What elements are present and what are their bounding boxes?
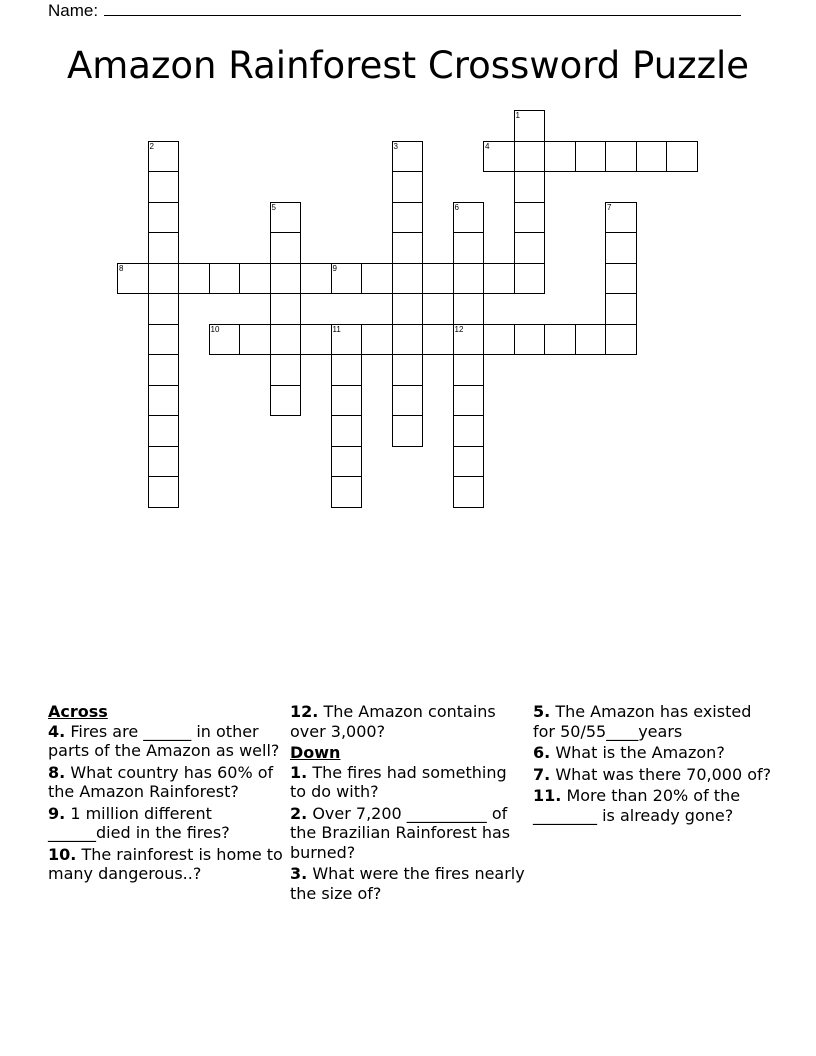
grid-cell[interactable] (453, 232, 485, 264)
clue-number: 2. (290, 803, 308, 823)
clue-across-10 (48, 845, 284, 884)
clue-text: What were the fires nearly the size of? (290, 864, 525, 903)
clue-number: 10. (48, 844, 77, 864)
clue-number-label: 8 (119, 263, 124, 273)
crossword-grid (0, 0, 816, 520)
clue-number-label: 7 (607, 202, 612, 212)
down-heading: Down (290, 743, 341, 762)
grid-cell[interactable] (514, 324, 546, 356)
grid-cell[interactable] (148, 324, 180, 356)
grid-cell[interactable] (300, 324, 332, 356)
grid-cell[interactable] (239, 263, 271, 295)
grid-cell[interactable] (514, 263, 546, 295)
grid-cell[interactable] (148, 202, 180, 234)
clue-number: 7. (533, 764, 551, 784)
clue-number-label: 11 (332, 324, 341, 334)
grid-cell[interactable] (544, 141, 576, 173)
clue-number-label: 4 (485, 141, 490, 151)
grid-cell[interactable] (392, 354, 424, 386)
clue-down-6 (533, 743, 773, 763)
grid-cell[interactable] (148, 354, 180, 386)
clue-down-11 (533, 786, 773, 825)
grid-cell[interactable] (148, 415, 180, 447)
clues-column-3 (533, 702, 773, 827)
grid-cell[interactable] (605, 293, 637, 325)
clue-down-7 (533, 765, 773, 785)
grid-cell[interactable] (453, 293, 485, 325)
grid-cell[interactable] (392, 232, 424, 264)
clue-number: 11. (533, 786, 562, 805)
name-label: Name: (48, 1, 99, 20)
clue-number: 5. (533, 702, 551, 721)
clue-down-2 (290, 804, 526, 863)
grid-cell[interactable] (422, 263, 454, 295)
clue-number: 1. (290, 762, 308, 782)
clue-down-1 (290, 763, 526, 802)
clues-column-1 (48, 702, 284, 886)
grid-cell[interactable] (514, 141, 546, 173)
grid-cell[interactable] (392, 385, 424, 417)
grid-cell[interactable] (483, 324, 515, 356)
grid-cell[interactable] (331, 263, 363, 295)
grid-cell[interactable] (514, 110, 546, 142)
clue-text: More than 20% of the ________ is already gone? (533, 786, 741, 825)
grid-cell[interactable] (331, 446, 363, 478)
page-title: Amazon Rainforest Crossword Puzzle (66, 44, 750, 87)
clue-number: 4. (48, 721, 66, 741)
clue-number-label: 12 (454, 324, 464, 334)
grid-cell[interactable] (392, 171, 424, 203)
grid-cell[interactable] (605, 232, 637, 264)
grid-cell[interactable] (270, 232, 302, 264)
grid-cell[interactable] (331, 476, 363, 508)
grid-cell[interactable] (148, 141, 180, 173)
clue-number-label: 2 (149, 141, 154, 151)
grid-cell[interactable] (331, 354, 363, 386)
grid-cell[interactable] (361, 324, 393, 356)
clue-text: Fires are ______ in other parts of the Amazon as well? (48, 721, 280, 760)
grid-cell[interactable] (270, 324, 302, 356)
clue-down-5 (533, 702, 773, 741)
grid-cell[interactable] (453, 263, 485, 295)
grid-cell[interactable] (117, 263, 149, 295)
grid-cell[interactable] (514, 202, 546, 234)
grid-cell[interactable] (270, 293, 302, 325)
grid-cell[interactable] (453, 476, 485, 508)
clue-number-label: 5 (271, 202, 276, 212)
grid-cell[interactable] (209, 324, 241, 356)
across-heading: Across (48, 702, 108, 721)
grid-cell[interactable] (605, 324, 637, 356)
grid-cell[interactable] (453, 202, 485, 234)
grid-cell[interactable] (483, 141, 515, 173)
grid-cell[interactable] (209, 263, 241, 295)
clue-across-4 (48, 722, 284, 761)
grid-cell[interactable] (148, 446, 180, 478)
grid-cell[interactable] (392, 293, 424, 325)
clue-text: What was there 70,000 of? (555, 764, 772, 784)
grid-cell[interactable] (392, 263, 424, 295)
clue-across-12 (290, 702, 526, 741)
clue-across-9 (48, 804, 284, 843)
grid-cell[interactable] (361, 263, 393, 295)
grid-cell[interactable] (544, 324, 576, 356)
grid-cell[interactable] (300, 263, 332, 295)
clue-number: 6. (533, 743, 551, 762)
grid-cell[interactable] (483, 263, 515, 295)
grid-cell[interactable] (422, 324, 454, 356)
grid-cell[interactable] (453, 324, 485, 356)
grid-cell[interactable] (636, 141, 668, 173)
grid-cell[interactable] (178, 263, 210, 295)
clue-number: 12. (290, 702, 319, 721)
grid-cell[interactable] (605, 263, 637, 295)
clue-text: The Amazon has existed for 50/55____years (533, 702, 752, 741)
grid-cell[interactable] (148, 476, 180, 508)
clue-text: 1 million different ______died in the fires? (48, 803, 230, 842)
grid-cell[interactable] (575, 141, 607, 173)
clue-text: What country has 60% of the Amazon Rainforest? (48, 762, 274, 801)
grid-cell[interactable] (148, 232, 180, 264)
clue-text: What is the Amazon? (555, 743, 725, 762)
grid-cell[interactable] (514, 171, 546, 203)
clue-number: 8. (48, 762, 66, 782)
clue-down-3 (290, 864, 526, 903)
grid-cell[interactable] (453, 385, 485, 417)
clue-text: Over 7,200 __________ of the Brazilian Rainforest has burned? (290, 803, 511, 862)
clue-number-label: 10 (210, 324, 220, 334)
clue-number-label: 6 (454, 202, 459, 212)
clue-across-8 (48, 763, 284, 802)
grid-cell[interactable] (514, 232, 546, 264)
grid-cell[interactable] (331, 324, 363, 356)
clue-text: The Amazon contains over 3,000? (290, 702, 496, 741)
grid-cell[interactable] (270, 202, 302, 234)
clues-column-2 (290, 702, 526, 905)
grid-cell[interactable] (666, 141, 698, 173)
clue-number-label: 9 (332, 263, 337, 273)
grid-cell[interactable] (270, 263, 302, 295)
grid-cell[interactable] (392, 141, 424, 173)
clue-number: 3. (290, 864, 308, 883)
grid-cell[interactable] (605, 202, 637, 234)
clue-text: The rainforest is home to many dangerous..? (48, 844, 283, 883)
grid-cell[interactable] (148, 263, 180, 295)
grid-cell[interactable] (148, 171, 180, 203)
grid-cell[interactable] (148, 293, 180, 325)
grid-cell[interactable] (239, 324, 271, 356)
grid-cell[interactable] (392, 415, 424, 447)
clue-number: 9. (48, 803, 66, 823)
grid-cell[interactable] (331, 415, 363, 447)
grid-cell[interactable] (453, 446, 485, 478)
grid-cell[interactable] (270, 385, 302, 417)
grid-cell[interactable] (392, 202, 424, 234)
clue-text: The fires had something to do with? (290, 762, 507, 801)
grid-cell[interactable] (453, 415, 485, 447)
grid-cell[interactable] (392, 324, 424, 356)
grid-cell[interactable] (605, 141, 637, 173)
grid-cell[interactable] (148, 385, 180, 417)
clue-number-label: 3 (393, 141, 398, 151)
grid-cell[interactable] (575, 324, 607, 356)
grid-cell[interactable] (453, 354, 485, 386)
grid-cell[interactable] (270, 354, 302, 386)
clue-number-label: 1 (515, 111, 520, 120)
grid-cell[interactable] (331, 385, 363, 417)
